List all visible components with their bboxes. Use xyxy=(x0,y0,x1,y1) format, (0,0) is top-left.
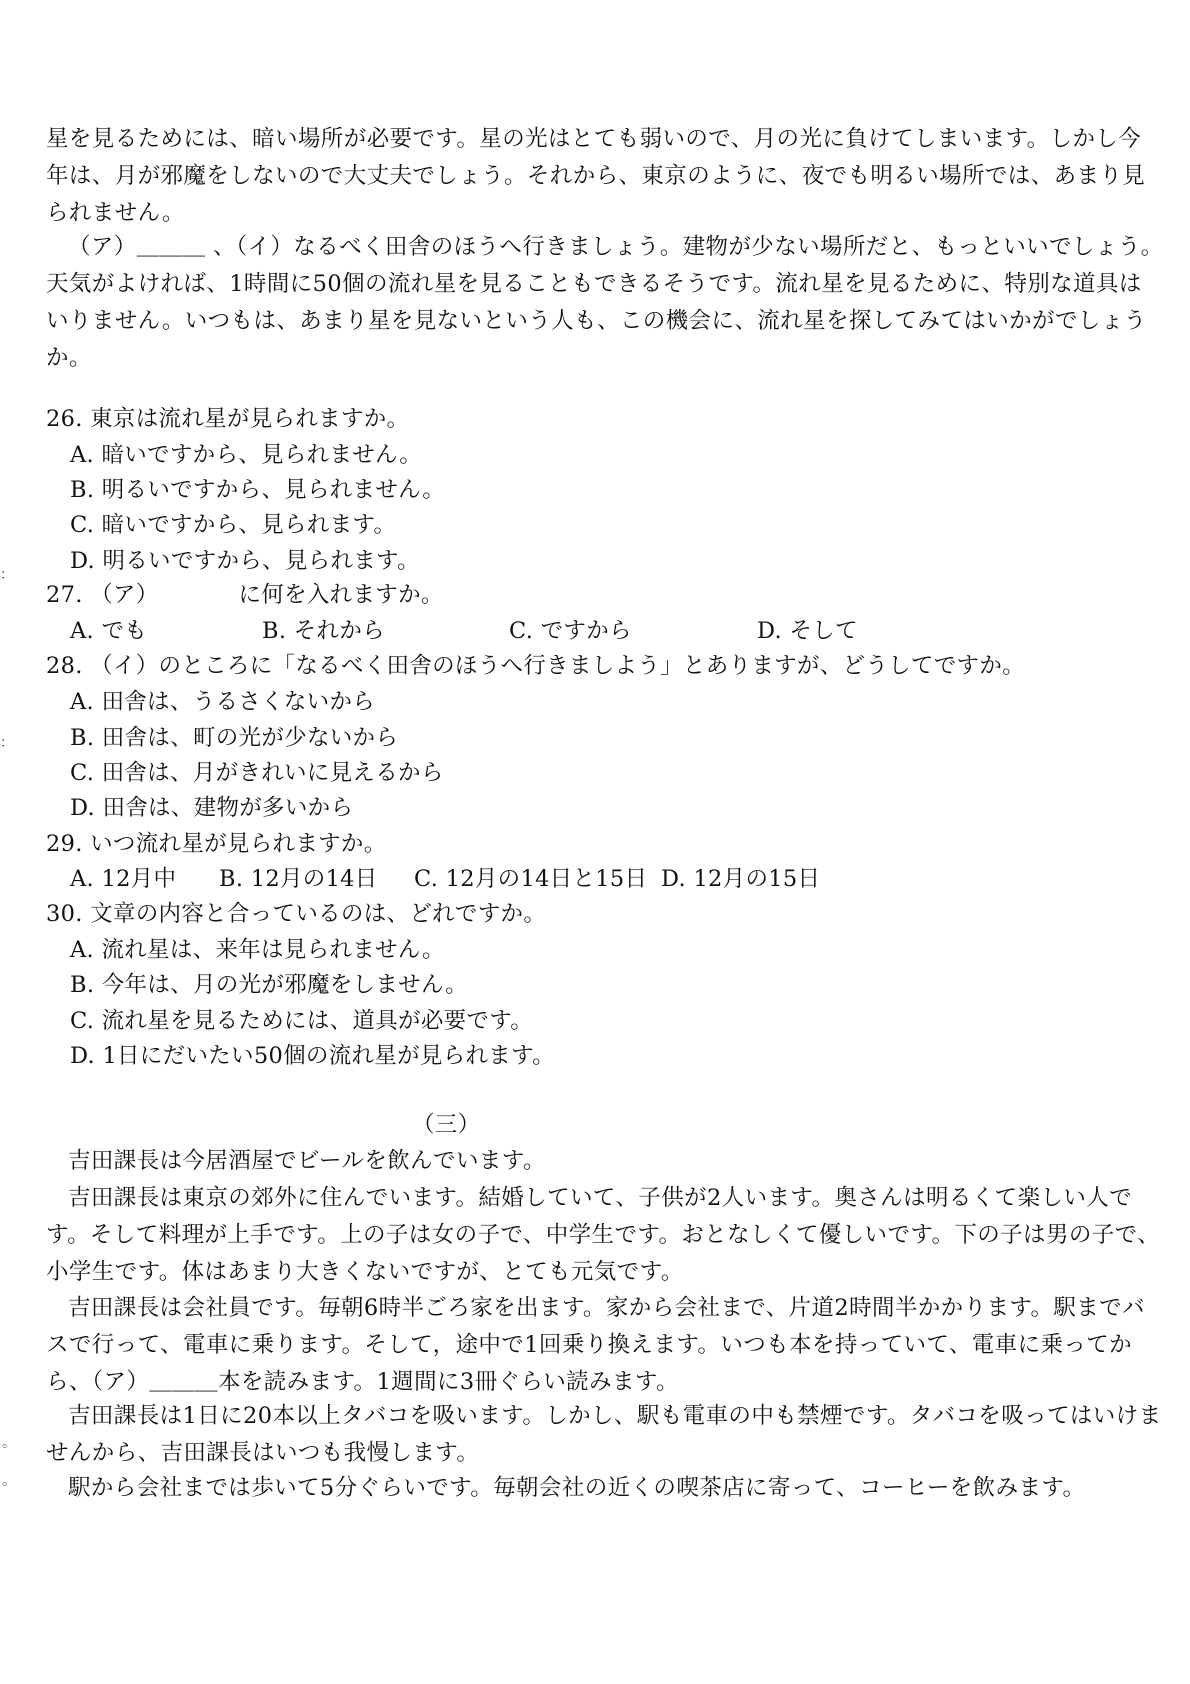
question-26-option-d: D. 明るいですから、見られます。 xyxy=(70,548,420,574)
section-3-paragraph-3: 吉田課長は会社員です。毎朝6時半ごろ家を出ます。家から会社まで、片道2時間半かかります。駅までバスで行って、電車に乗ります。そして，途中で1回乗り換えます。いつも本を持っていて、電車に乗ってから、（ア）＿＿＿本を読みます。1週間に3冊ぐらい読みます。 xyxy=(46,1295,1145,1395)
question-27-stem: 27. （ア） に何を入れますか。 xyxy=(46,582,444,608)
margin-mark-4: 。 xyxy=(2,1473,16,1489)
margin-mark-1: ： xyxy=(0,567,14,583)
question-29-option-d: D. 12月の15日 xyxy=(661,866,821,892)
question-27-option-b: B. それから xyxy=(262,618,385,644)
question-30-option-d: D. 1日にだいたい50個の流れ星が見られます。 xyxy=(70,1043,555,1069)
section-3-heading: （三） xyxy=(412,1112,481,1138)
question-30-option-a: A. 流れ星は、来年は見られません。 xyxy=(70,937,445,963)
question-26-option-c: C. 暗いですから、見られます。 xyxy=(70,512,397,538)
passage-paragraph-1: 星を見るためには、暗い場所が必要です。星の光はとても弱いので、月の光に負けてしまいます。しかし今年は、月が邪魔をしないので大丈夫でしょう。それから、東京のように、夜でも明るい場所では、あまり見られません。 xyxy=(46,126,1146,226)
question-27-option-d: D. そして xyxy=(757,618,858,644)
passage-paragraph-2: （ア）＿＿＿ 、（イ）なるべく田舎のほうへ行きましょう。建物が少ない場所だと、もっといいでしょう。天気がよければ、1時間に50個の流れ星を見ることもできるそうです。流れ星を見るために、特別な道具はいりません。いつもは、あまり星を見ないという人も、この機会に、流れ星を探してみてはいかがでしょうか。 xyxy=(46,234,1164,371)
section-3-paragraph-1: 吉田課長は今居酒屋でビールを飲んでいます。 xyxy=(68,1148,546,1174)
question-27-option-a: A. でも xyxy=(70,618,148,644)
question-27-option-c: C. ですから xyxy=(509,618,632,644)
section-3-paragraph-4: 吉田課長は1日に20本以上タバコを吸います。しかし、駅も電車の中も禁煙です。タバコを吸ってはいけませんから、吉田課長はいつも我慢します。 xyxy=(46,1403,1162,1466)
question-29-option-b: B. 12月の14日 xyxy=(219,866,378,892)
question-28-option-b: B. 田舎は、町の光が少ないから xyxy=(70,725,399,751)
question-26-option-a: A. 暗いですから、見られません。 xyxy=(70,442,423,468)
question-26-option-b: B. 明るいですから、見られません。 xyxy=(70,477,446,503)
margin-mark-2: ： xyxy=(0,735,14,751)
question-29-stem: 29. いつ流れ星が見られますか。 xyxy=(46,831,387,857)
question-29-option-a: A. 12月中 xyxy=(70,866,177,892)
question-26-stem: 26. 東京は流れ星が見られますか。 xyxy=(46,406,410,432)
question-28-option-d: D. 田舎は、建物が多いから xyxy=(70,795,354,821)
section-3-paragraph-5: 駅から会社までは歩いて5分ぐらいです。毎朝会社の近くの喫茶店に寄って、コーヒーを飲みます。 xyxy=(68,1475,1086,1501)
question-30-option-b: B. 今年は、月の光が邪魔をしません。 xyxy=(70,972,468,998)
question-28-option-a: A. 田舎は、うるさくないから xyxy=(70,689,376,715)
question-29-option-c: C. 12月の14日と15日 xyxy=(414,866,648,892)
margin-mark-3: 。 xyxy=(2,1435,16,1451)
question-28-option-c: C. 田舎は、月がきれいに見えるから xyxy=(70,760,444,786)
section-3-paragraph-2: 吉田課長は東京の郊外に住んでいます。結婚していて、子供が2人います。奥さんは明るくて楽しい人です。そして料理が上手です。上の子は女の子で、中学生です。おとなしくて優しいです。下の子は男の子で、小学生です。体はあまり大きくないですが、とても元気です。 xyxy=(46,1185,1161,1285)
question-30-stem: 30. 文章の内容と合っているのは、どれですか。 xyxy=(46,901,547,927)
question-30-option-c: C. 流れ星を見るためには、道具が必要です。 xyxy=(70,1008,534,1034)
question-28-stem: 28. （イ）のところに「なるべく田舎のほうへ行きましよう」とありますが、どうしてですか。 xyxy=(46,653,1025,679)
